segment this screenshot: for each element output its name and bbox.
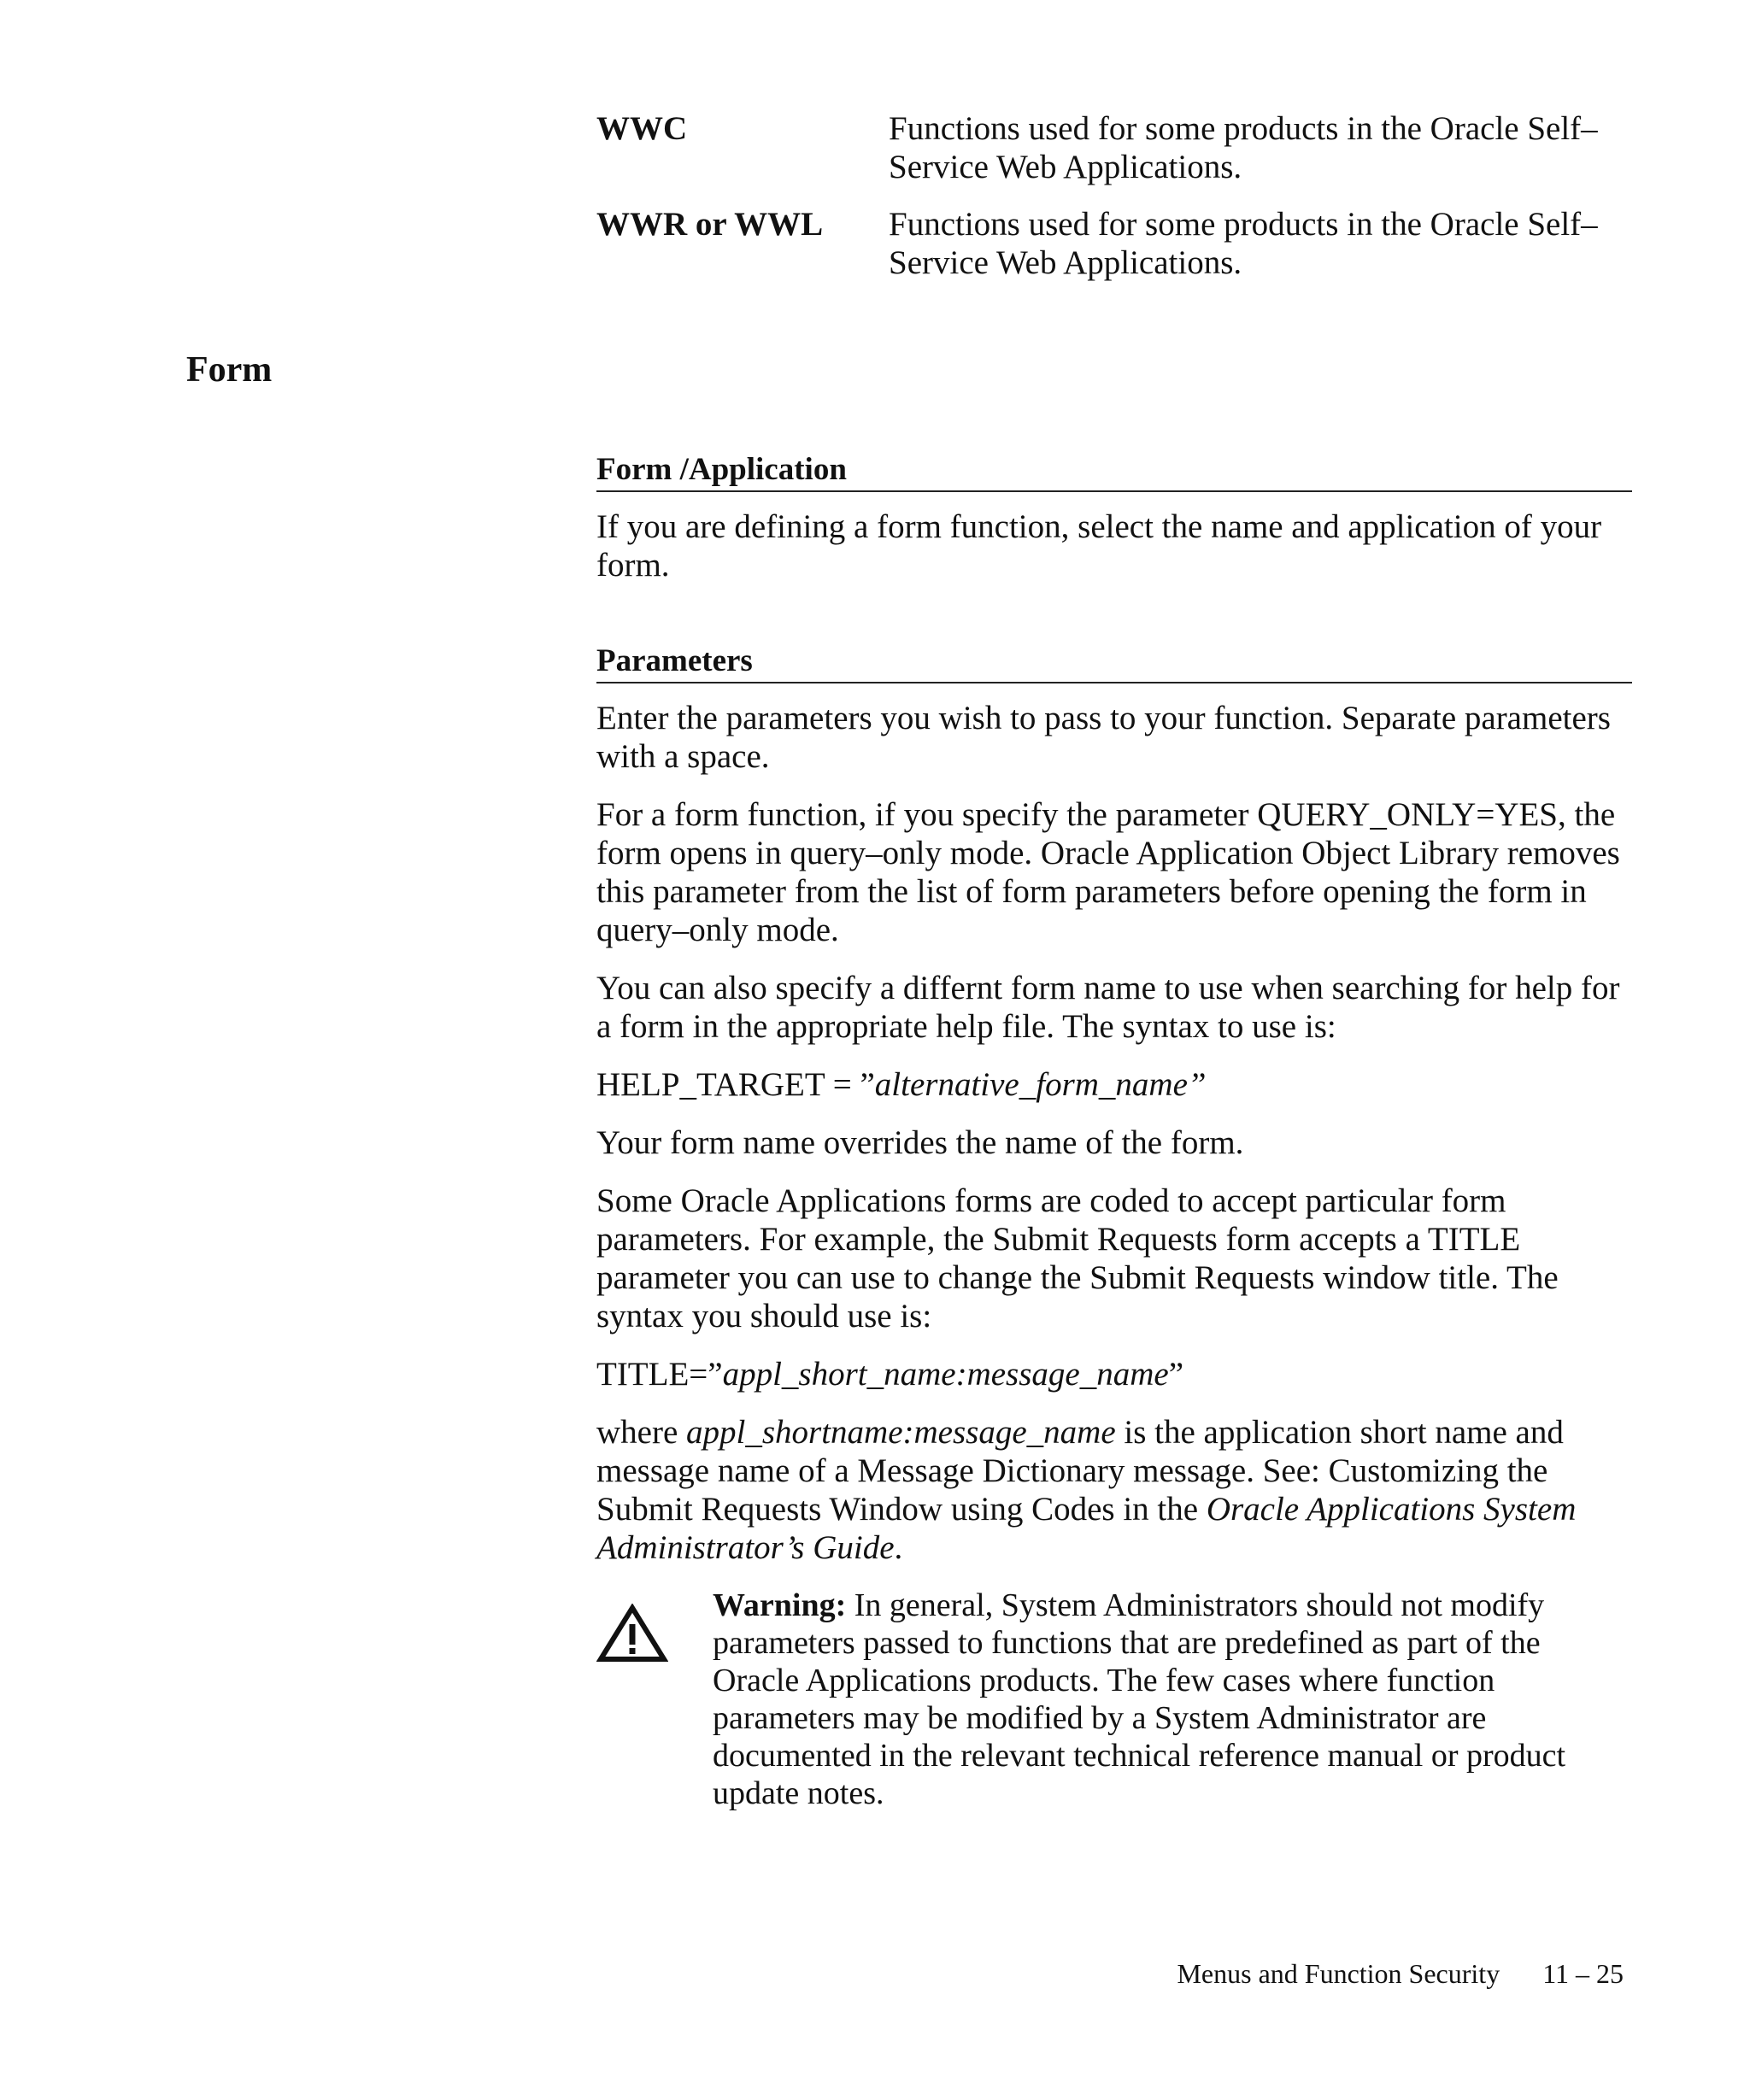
- code-description: Functions used for some products in the Oracle Self–Service Web Applications.: [889, 206, 1598, 281]
- p6-mid: is the application short name and message name of a Message Dictionary message. See: Customizing the Submit Requests Window using Codes in the: [596, 1414, 1564, 1528]
- p6-italic: appl_shortname:message_name: [686, 1414, 1116, 1451]
- code-name: WWC: [596, 110, 688, 147]
- title-syntax: [596, 1355, 1632, 1393]
- warning-triangle-icon: [596, 1587, 713, 1812]
- page-footer: [1111, 1956, 1624, 1991]
- title-value: appl_short_name:message_name: [722, 1356, 1169, 1393]
- table-row: [596, 109, 1632, 186]
- warning-text: [713, 1587, 1632, 1812]
- warning-label: Warning:: [713, 1587, 847, 1623]
- parameters-paragraph-1: Enter the parameters you wish to pass to your function. Separate parameters with a space.: [596, 700, 1611, 775]
- p6-start: where: [596, 1414, 687, 1451]
- code-description: Functions used for some products in the Oracle Self–Service Web Applications.: [889, 110, 1598, 185]
- help-target-prefix: HELP_TARGET = ”: [596, 1066, 875, 1103]
- form-application-text: If you are defining a form function, select the name and application of your form.: [596, 508, 1602, 584]
- title-suffix: ”: [1168, 1356, 1184, 1393]
- warning-note: [596, 1587, 1632, 1812]
- p6-end: .: [894, 1529, 903, 1566]
- code-name: WWR or WWL: [596, 206, 824, 243]
- footer-chapter: Menus and Function Security: [1177, 1958, 1500, 1989]
- parameters-heading: Parameters: [596, 642, 1632, 683]
- parameters-paragraph-4: Your form name overrides the name of the form.: [596, 1124, 1244, 1161]
- title-prefix: TITLE=”: [596, 1356, 723, 1393]
- parameters-paragraph-6: [596, 1413, 1632, 1567]
- table-row: [596, 205, 1632, 282]
- code-table: [596, 109, 1632, 301]
- help-target-syntax: [596, 1065, 1632, 1104]
- parameters-paragraph-3: You can also specify a differnt form name to use when searching for help for a form in the appropriate help file. The syntax to use is:: [596, 970, 1620, 1045]
- parameters-paragraph-5: Some Oracle Applications forms are coded to accept particular form parameters. For example, the Submit Requests form accepts a TITLE parameter you can use to change the Submit Requests window title. The syntax you should use is:: [596, 1182, 1559, 1334]
- parameters-paragraph-2: For a form function, if you specify the parameter QUERY_ONLY=YES, the form opens in query–only mode. Oracle Application Object Library removes this parameter from the list of form parameters before opening the form in query–only mode.: [596, 796, 1620, 948]
- warning-body: In general, System Administrators should not modify parameters passed to functions that are predefined as part of the Oracle Applications products. The few cases where function parameters may be modified by a System Administrator are documented in the relevant technical reference manual or product update notes.: [713, 1587, 1566, 1811]
- section-label: Form: [186, 350, 273, 390]
- footer-page-number: 11 – 25: [1542, 1958, 1624, 1989]
- form-application-heading: Form /Application: [596, 451, 1632, 492]
- help-target-value: alternative_form_name”: [874, 1066, 1207, 1103]
- guide-title: Oracle Applications System Administrator’s Guide: [596, 1491, 1577, 1566]
- main-content: [596, 451, 1632, 1812]
